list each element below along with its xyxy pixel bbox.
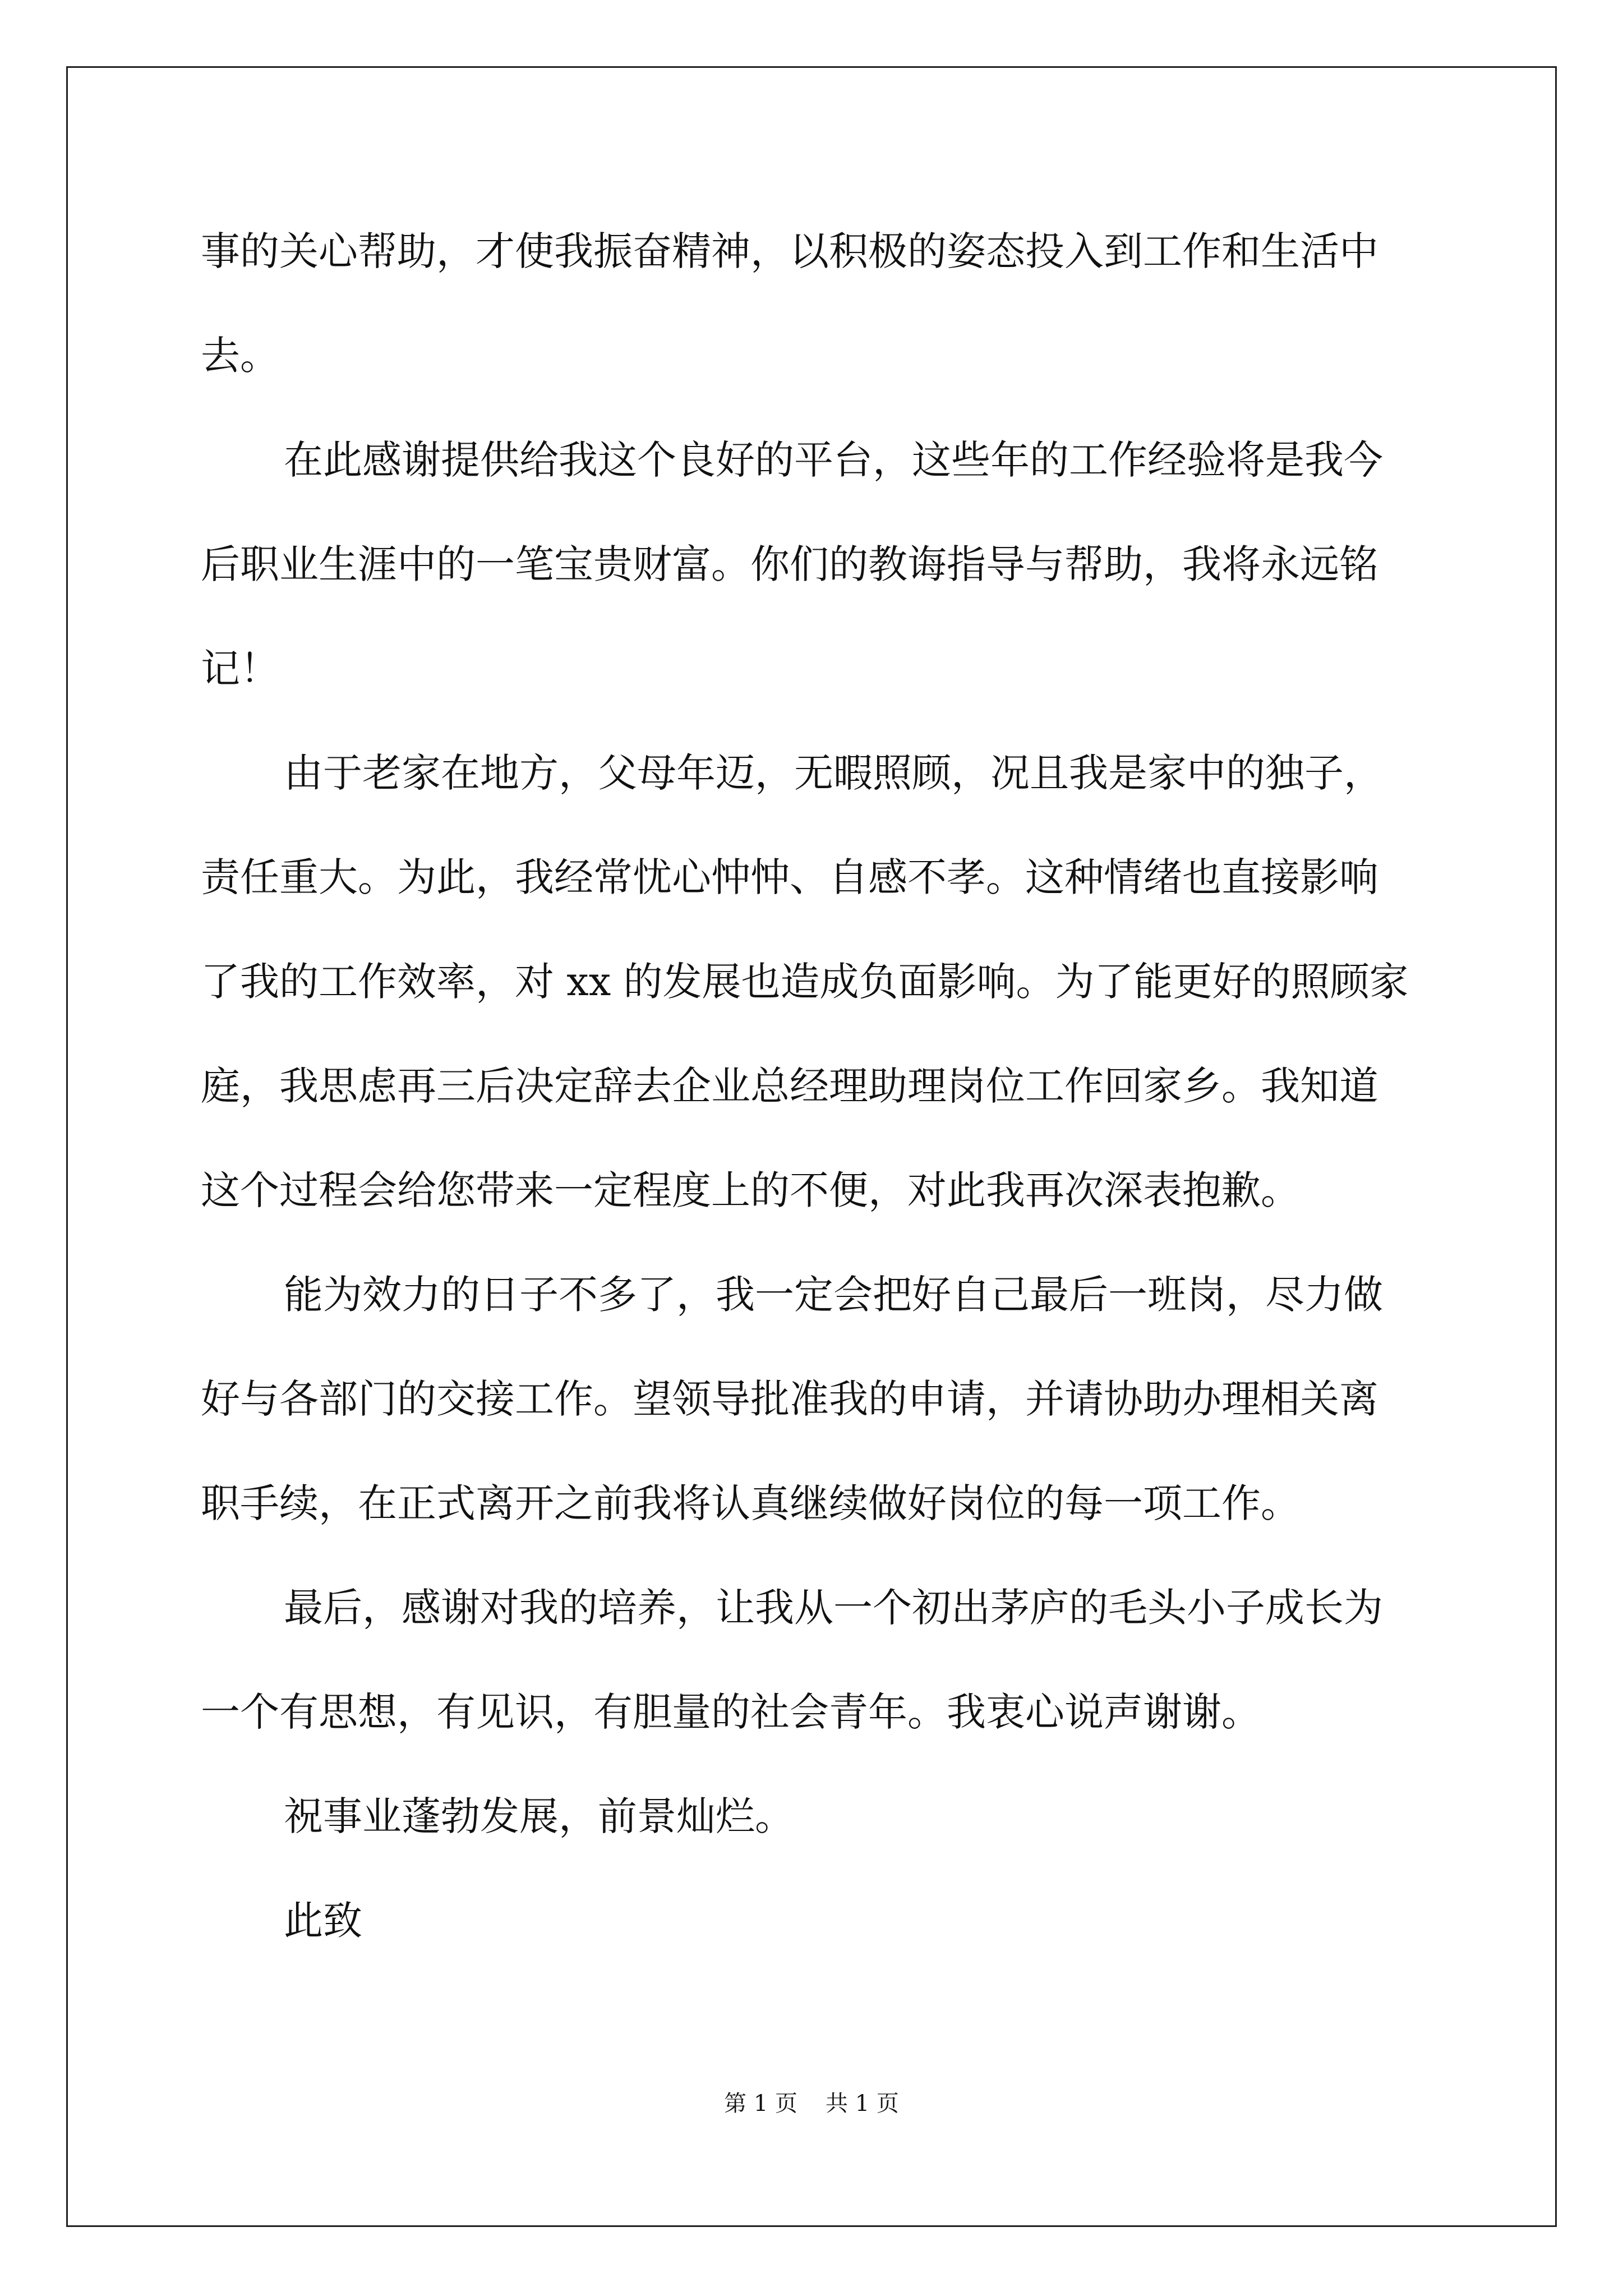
- page-number-current: 第 1 页: [724, 2091, 797, 2116]
- closing-wish: 祝事业蓬勃发展，前景灿烂。: [284, 1793, 794, 1839]
- paragraph-2-line-3: 记！: [201, 646, 279, 692]
- paragraph-1-line-2: 去。: [201, 333, 279, 379]
- paragraph-3-line-3: 了我的工作效率，对 xx 的发展也造成负面影响。为了能更好的照顾家: [201, 959, 1409, 1005]
- paragraph-4-line-1: 能为效力的日子不多了，我一定会把好自己最后一班岗，尽力做: [284, 1272, 1383, 1318]
- paragraph-3-line-4: 庭，我思虑再三后决定辞去企业总经理助理岗位工作回家乡。我知道: [201, 1063, 1378, 1109]
- paragraph-4-line-3: 职手续，在正式离开之前我将认真继续做好岗位的每一项工作。: [201, 1480, 1300, 1526]
- closing-salutation: 此致: [284, 1898, 362, 1944]
- paragraph-1-line-1: 事的关心帮助，才使我振奋精神，以积极的姿态投入到工作和生活中: [201, 228, 1378, 274]
- paragraph-5-line-2: 一个有思想，有见识，有胆量的社会青年。我衷心说声谢谢。: [201, 1689, 1261, 1735]
- page-footer: [0, 2087, 1623, 2120]
- paragraph-2-line-2: 后职业生涯中的一笔宝贵财富。你们的教诲指导与帮助，我将永远铭: [201, 541, 1378, 587]
- paragraph-3-line-1: 由于老家在地方，父母年迈，无暇照顾，况且我是家中的独子，: [284, 750, 1383, 796]
- paragraph-4-line-2: 好与各部门的交接工作。望领导批准我的申请，并请协助办理相关离: [201, 1376, 1378, 1422]
- paragraph-3-line-2: 责任重大。为此，我经常忧心忡忡、自感不孝。这种情绪也直接影响: [201, 854, 1378, 900]
- paragraph-5-line-1: 最后，感谢对我的培养，让我从一个初出茅庐的毛头小子成长为: [284, 1585, 1383, 1631]
- page-number-total: 共 1 页: [826, 2091, 899, 2116]
- document-body: [201, 218, 1435, 1991]
- paragraph-3-line-5: 这个过程会给您带来一定程度上的不便，对此我再次深表抱歉。: [201, 1167, 1300, 1213]
- paragraph-2-line-1: 在此感谢提供给我这个良好的平台，这些年的工作经验将是我今: [284, 437, 1383, 483]
